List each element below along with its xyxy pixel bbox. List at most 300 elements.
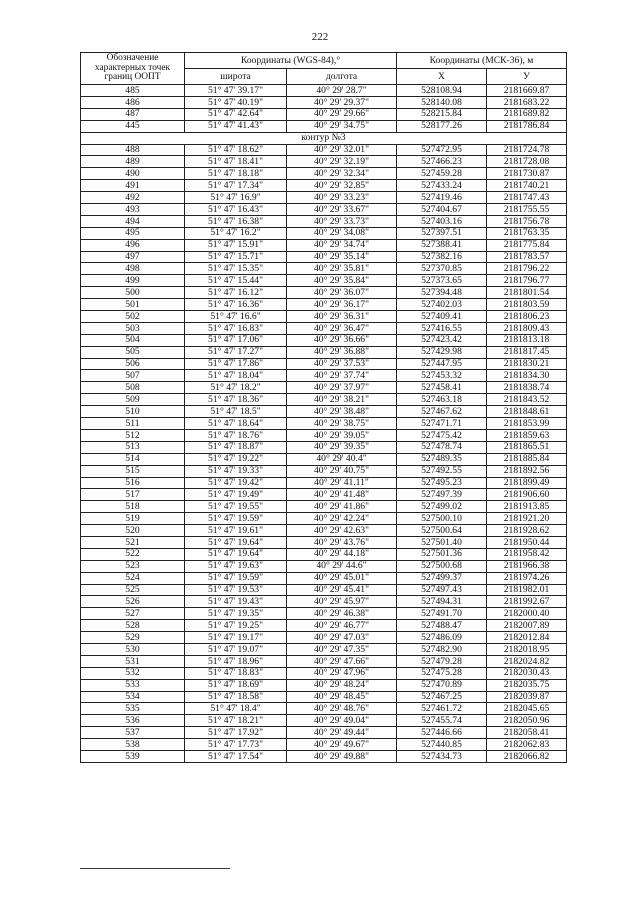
point-id-cell: 512 [81, 429, 185, 441]
point-id-cell: 486 [81, 96, 185, 108]
table-row [81, 85, 567, 97]
x-cell: 527478.74 [397, 441, 487, 453]
point-id-cell: 510 [81, 406, 185, 418]
latitude-cell: 51° 47' 39.17" [185, 85, 287, 97]
x-cell: 527467.25 [397, 691, 487, 703]
longitude-cell: 40° 29' 34.75" [287, 120, 397, 132]
point-id-cell: 487 [81, 108, 185, 120]
longitude-cell: 40° 29' 40.4" [287, 453, 397, 465]
y-cell: 2182050.96 [487, 715, 567, 727]
y-cell: 2181928.62 [487, 525, 567, 537]
y-cell: 2181838.74 [487, 382, 567, 394]
longitude-cell: 40° 29' 39.35" [287, 441, 397, 453]
latitude-cell: 51° 47' 15.35" [185, 263, 287, 275]
latitude-cell: 51° 47' 19.64" [185, 548, 287, 560]
x-cell: 527494.31 [397, 596, 487, 608]
page-number: 222 [311, 31, 329, 43]
wgs84-header: Координаты (WGS-84),° [185, 53, 397, 69]
longitude-cell: 40° 29' 48.76" [287, 703, 397, 715]
point-id-cell: 498 [81, 263, 185, 275]
longitude-cell: 40° 29' 35.81" [287, 263, 397, 275]
y-cell: 2181982.01 [487, 584, 567, 596]
longitude-cell: 40° 29' 47.66" [287, 655, 397, 667]
point-id-cell: 501 [81, 299, 185, 311]
longitude-cell: 40° 29' 49.04" [287, 715, 397, 727]
latitude-cell: 51° 47' 17.06" [185, 334, 287, 346]
table-row [81, 643, 567, 655]
point-id-cell: 525 [81, 584, 185, 596]
latitude-cell: 51° 47' 18.2" [185, 382, 287, 394]
table-row [81, 358, 567, 370]
table-row [81, 275, 567, 287]
x-cell: 528177.26 [397, 120, 487, 132]
x-cell: 527453.32 [397, 370, 487, 382]
longitude-cell: 40° 29' 32.85" [287, 180, 397, 192]
point-id-cell: 517 [81, 489, 185, 501]
point-id-cell: 493 [81, 204, 185, 216]
point-id-cell: 520 [81, 525, 185, 537]
x-cell: 527373.65 [397, 275, 487, 287]
longitude-cell: 40° 29' 44.6" [287, 560, 397, 572]
x-cell: 527403.16 [397, 215, 487, 227]
point-id-cell: 527 [81, 608, 185, 620]
latitude-cell: 51° 47' 19.33" [185, 465, 287, 477]
x-cell: 527397.51 [397, 227, 487, 239]
table-row [81, 608, 567, 620]
y-cell: 2181848.61 [487, 406, 567, 418]
y-cell: 2181817.45 [487, 346, 567, 358]
table-row [81, 192, 567, 204]
latitude-cell: 51° 47' 17.27" [185, 346, 287, 358]
longitude-cell: 40° 29' 36.07" [287, 287, 397, 299]
longitude-cell: 40° 29' 41.11" [287, 477, 397, 489]
y-cell: 2181786.84 [487, 120, 567, 132]
table-row [81, 239, 567, 251]
latitude-cell: 51° 47' 15.91" [185, 239, 287, 251]
table-row [81, 144, 567, 156]
table-row [81, 536, 567, 548]
table-row [81, 204, 567, 216]
latitude-header: широта [185, 69, 287, 85]
table-row [81, 299, 567, 311]
latitude-cell: 51° 47' 17.92" [185, 727, 287, 739]
contour-label: контур №3 [81, 132, 567, 144]
table-row [81, 750, 567, 762]
latitude-cell: 51° 47' 19.17" [185, 632, 287, 644]
y-cell: 2181958.42 [487, 548, 567, 560]
y-cell: 2182012.84 [487, 632, 567, 644]
y-cell: 2181950.44 [487, 536, 567, 548]
table-row [81, 679, 567, 691]
y-cell: 2182062.83 [487, 739, 567, 751]
y-cell: 2182024.82 [487, 655, 567, 667]
x-cell: 527501.36 [397, 548, 487, 560]
longitude-cell: 40° 29' 45.41" [287, 584, 397, 596]
x-cell: 527497.43 [397, 584, 487, 596]
table-header [81, 53, 567, 85]
x-cell: 527458.41 [397, 382, 487, 394]
latitude-cell: 51° 47' 40.19" [185, 96, 287, 108]
table-row [81, 525, 567, 537]
latitude-cell: 51° 47' 16.36" [185, 299, 287, 311]
latitude-cell: 51° 47' 19.63" [185, 560, 287, 572]
footer-rule [80, 868, 230, 869]
x-cell: 527501.40 [397, 536, 487, 548]
y-cell: 2181834.30 [487, 370, 567, 382]
table-row [81, 596, 567, 608]
coordinates-table [80, 52, 567, 763]
x-cell: 527434.73 [397, 750, 487, 762]
y-cell: 2181892.56 [487, 465, 567, 477]
longitude-cell: 40° 29' 40.75" [287, 465, 397, 477]
longitude-cell: 40° 29' 35.84" [287, 275, 397, 287]
longitude-cell: 40° 29' 37.97" [287, 382, 397, 394]
x-cell: 528215.84 [397, 108, 487, 120]
y-cell: 2181885.84 [487, 453, 567, 465]
table-row [81, 465, 567, 477]
y-cell: 2181756.78 [487, 215, 567, 227]
longitude-cell: 40° 29' 34.74" [287, 239, 397, 251]
y-cell: 2181728.08 [487, 156, 567, 168]
longitude-cell: 40° 29' 33.67" [287, 204, 397, 216]
table-row [81, 548, 567, 560]
latitude-cell: 51° 47' 19.59" [185, 513, 287, 525]
y-cell: 2181859.63 [487, 429, 567, 441]
point-id-cell: 535 [81, 703, 185, 715]
table-row [81, 251, 567, 263]
point-id-cell: 530 [81, 643, 185, 655]
x-cell: 527500.10 [397, 513, 487, 525]
x-cell: 527499.02 [397, 501, 487, 513]
table-row [81, 322, 567, 334]
latitude-cell: 51° 47' 16.38" [185, 215, 287, 227]
point-id-cell: 513 [81, 441, 185, 453]
x-cell: 527470.89 [397, 679, 487, 691]
table-row [81, 441, 567, 453]
latitude-cell: 51° 47' 42.64" [185, 108, 287, 120]
longitude-cell: 40° 29' 37.74" [287, 370, 397, 382]
longitude-cell: 40° 29' 29.66" [287, 108, 397, 120]
longitude-cell: 40° 29' 42.63" [287, 525, 397, 537]
point-id-cell: 519 [81, 513, 185, 525]
y-cell: 2181966.38 [487, 560, 567, 572]
point-id-cell: 499 [81, 275, 185, 287]
y-header: У [487, 69, 567, 85]
latitude-cell: 51° 47' 18.76" [185, 429, 287, 441]
x-cell: 527463.18 [397, 394, 487, 406]
longitude-cell: 40° 29' 44.18" [287, 548, 397, 560]
x-cell: 527499.37 [397, 572, 487, 584]
x-cell: 527475.42 [397, 429, 487, 441]
longitude-cell: 40° 29' 28.7" [287, 85, 397, 97]
point-id-cell: 494 [81, 215, 185, 227]
point-id-cell: 515 [81, 465, 185, 477]
latitude-cell: 51° 47' 19.43" [185, 596, 287, 608]
longitude-cell: 40° 29' 46.38" [287, 608, 397, 620]
latitude-cell: 51° 47' 19.59" [185, 572, 287, 584]
latitude-cell: 51° 47' 18.58" [185, 691, 287, 703]
y-cell: 2182045.65 [487, 703, 567, 715]
table-row [81, 477, 567, 489]
y-cell: 2181796.77 [487, 275, 567, 287]
x-cell: 527388.41 [397, 239, 487, 251]
longitude-cell: 40° 29' 32.01" [287, 144, 397, 156]
y-cell: 2181830.21 [487, 358, 567, 370]
point-id-cell: 511 [81, 418, 185, 430]
point-id-cell: 524 [81, 572, 185, 584]
longitude-cell: 40° 29' 48.45" [287, 691, 397, 703]
latitude-cell: 51° 47' 17.34" [185, 180, 287, 192]
table-row [81, 715, 567, 727]
latitude-cell: 51° 47' 18.64" [185, 418, 287, 430]
longitude-cell: 40° 29' 36.47" [287, 322, 397, 334]
latitude-cell: 51° 47' 18.62" [185, 144, 287, 156]
y-cell: 2181806.23 [487, 311, 567, 323]
longitude-cell: 40° 29' 49.67" [287, 739, 397, 751]
longitude-cell: 40° 29' 32.34" [287, 168, 397, 180]
latitude-cell: 51° 47' 19.25" [185, 620, 287, 632]
point-id-cell: 526 [81, 596, 185, 608]
latitude-cell: 51° 47' 19.07" [185, 643, 287, 655]
latitude-cell: 51° 47' 16.83" [185, 322, 287, 334]
y-cell: 2181801.54 [487, 287, 567, 299]
table-row [81, 370, 567, 382]
x-cell: 527370.85 [397, 263, 487, 275]
table-row [81, 156, 567, 168]
x-cell: 527489.35 [397, 453, 487, 465]
longitude-cell: 40° 29' 41.86" [287, 501, 397, 513]
x-cell: 527446.66 [397, 727, 487, 739]
longitude-cell: 40° 29' 49.88" [287, 750, 397, 762]
longitude-cell: 40° 29' 42.24" [287, 513, 397, 525]
longitude-cell: 40° 29' 49.44" [287, 727, 397, 739]
table-row [81, 429, 567, 441]
x-cell: 527455.74 [397, 715, 487, 727]
x-cell: 527447.95 [397, 358, 487, 370]
longitude-cell: 40° 29' 33.73" [287, 215, 397, 227]
x-cell: 527423.42 [397, 334, 487, 346]
x-cell: 527467.62 [397, 406, 487, 418]
x-cell: 527429.98 [397, 346, 487, 358]
longitude-cell: 40° 29' 47.96" [287, 667, 397, 679]
latitude-cell: 51° 47' 18.41" [185, 156, 287, 168]
table-row [81, 311, 567, 323]
latitude-cell: 51° 47' 19.42" [185, 477, 287, 489]
x-cell: 527433.24 [397, 180, 487, 192]
table-row [81, 513, 567, 525]
latitude-cell: 51° 47' 19.22" [185, 453, 287, 465]
point-id-cell: 509 [81, 394, 185, 406]
x-cell: 527461.72 [397, 703, 487, 715]
table-row [81, 96, 567, 108]
longitude-cell: 40° 29' 36.88" [287, 346, 397, 358]
longitude-cell: 40° 29' 36.31" [287, 311, 397, 323]
latitude-cell: 51° 47' 16.9" [185, 192, 287, 204]
point-id-cell: 505 [81, 346, 185, 358]
latitude-cell: 51° 47' 18.69" [185, 679, 287, 691]
latitude-cell: 51° 47' 16.2" [185, 227, 287, 239]
x-cell: 527416.55 [397, 322, 487, 334]
point-id-cell: 531 [81, 655, 185, 667]
y-cell: 2181974.26 [487, 572, 567, 584]
longitude-cell: 40° 29' 37.53" [287, 358, 397, 370]
table-row [81, 501, 567, 513]
x-cell: 527492.55 [397, 465, 487, 477]
y-cell: 2181669.87 [487, 85, 567, 97]
table-row [81, 632, 567, 644]
y-cell: 2182018.95 [487, 643, 567, 655]
table-row [81, 168, 567, 180]
table-row [81, 394, 567, 406]
latitude-cell: 51° 47' 19.64" [185, 536, 287, 548]
x-cell: 527466.23 [397, 156, 487, 168]
point-id-cell: 521 [81, 536, 185, 548]
table-row [81, 263, 567, 275]
x-cell: 527482.90 [397, 643, 487, 655]
point-id-cell: 503 [81, 322, 185, 334]
longitude-cell: 40° 29' 48.24" [287, 679, 397, 691]
longitude-cell: 40° 29' 29.37" [287, 96, 397, 108]
y-cell: 2181913.85 [487, 501, 567, 513]
y-cell: 2181730.87 [487, 168, 567, 180]
y-cell: 2181921.20 [487, 513, 567, 525]
point-id-cell: 518 [81, 501, 185, 513]
point-id-cell: 445 [81, 120, 185, 132]
latitude-cell: 51° 47' 16.12" [185, 287, 287, 299]
x-cell: 527459.28 [397, 168, 487, 180]
table-row [81, 406, 567, 418]
latitude-cell: 51° 47' 18.04" [185, 370, 287, 382]
longitude-header: долгота [287, 69, 397, 85]
point-id-cell: 528 [81, 620, 185, 632]
longitude-cell: 40° 29' 47.03" [287, 632, 397, 644]
table-row [81, 620, 567, 632]
y-cell: 2181865.51 [487, 441, 567, 453]
table-row [81, 287, 567, 299]
table-row [81, 346, 567, 358]
table-row [81, 180, 567, 192]
point-id-cell: 502 [81, 311, 185, 323]
x-cell: 527488.47 [397, 620, 487, 632]
latitude-cell: 51° 47' 19.55" [185, 501, 287, 513]
point-id-cell: 492 [81, 192, 185, 204]
latitude-cell: 51° 47' 19.53" [185, 584, 287, 596]
table-row [81, 418, 567, 430]
y-cell: 2181747.43 [487, 192, 567, 204]
point-id-cell: 514 [81, 453, 185, 465]
y-cell: 2182066.82 [487, 750, 567, 762]
contour-row [81, 132, 567, 144]
x-cell: 527497.39 [397, 489, 487, 501]
longitude-cell: 40° 29' 38.48" [287, 406, 397, 418]
latitude-cell: 51° 47' 18.21" [185, 715, 287, 727]
latitude-cell: 51° 47' 16.43" [185, 204, 287, 216]
point-id-cell: 488 [81, 144, 185, 156]
latitude-cell: 51° 47' 18.83" [185, 667, 287, 679]
point-id-cell: 497 [81, 251, 185, 263]
y-cell: 2181796.22 [487, 263, 567, 275]
point-id-cell: 522 [81, 548, 185, 560]
point-id-cell: 490 [81, 168, 185, 180]
longitude-cell: 40° 29' 32.19" [287, 156, 397, 168]
latitude-cell: 51° 47' 18.4" [185, 703, 287, 715]
table-row [81, 691, 567, 703]
point-id-cell: 507 [81, 370, 185, 382]
table-row [81, 572, 567, 584]
x-cell: 527409.41 [397, 311, 487, 323]
y-cell: 2181843.52 [487, 394, 567, 406]
point-id-cell: 504 [81, 334, 185, 346]
table-row [81, 739, 567, 751]
table-row [81, 215, 567, 227]
latitude-cell: 51° 47' 19.61" [185, 525, 287, 537]
x-cell: 527475.28 [397, 667, 487, 679]
point-id-cell: 537 [81, 727, 185, 739]
x-cell: 527402.03 [397, 299, 487, 311]
latitude-cell: 51° 47' 17.73" [185, 739, 287, 751]
point-id-cell: 533 [81, 679, 185, 691]
point-id-cell: 536 [81, 715, 185, 727]
y-cell: 2182035.75 [487, 679, 567, 691]
table-row [81, 560, 567, 572]
point-id-cell: 523 [81, 560, 185, 572]
latitude-cell: 51° 47' 17.54" [185, 750, 287, 762]
y-cell: 2181775.84 [487, 239, 567, 251]
point-id-cell: 534 [81, 691, 185, 703]
longitude-cell: 40° 29' 43.76" [287, 536, 397, 548]
latitude-cell: 51° 47' 19.49" [185, 489, 287, 501]
x-cell: 527495.23 [397, 477, 487, 489]
y-cell: 2182030.43 [487, 667, 567, 679]
x-cell: 527500.64 [397, 525, 487, 537]
point-id-cell: 491 [81, 180, 185, 192]
point-id-cell: 516 [81, 477, 185, 489]
table-row [81, 108, 567, 120]
latitude-cell: 51° 47' 19.35" [185, 608, 287, 620]
x-cell: 528108.94 [397, 85, 487, 97]
longitude-cell: 40° 29' 36.66" [287, 334, 397, 346]
contour-section [81, 132, 567, 144]
x-cell: 528140.08 [397, 96, 487, 108]
point-designation-header: Обозначение характерных точек границ ООПТ [81, 53, 185, 85]
y-cell: 2181853.99 [487, 418, 567, 430]
latitude-cell: 51° 47' 18.96" [185, 655, 287, 667]
point-id-cell: 500 [81, 287, 185, 299]
table-row [81, 120, 567, 132]
longitude-cell: 40° 29' 39.05" [287, 429, 397, 441]
longitude-cell: 40° 29' 46.77" [287, 620, 397, 632]
latitude-cell: 51° 47' 18.5" [185, 406, 287, 418]
y-cell: 2181992.67 [487, 596, 567, 608]
point-id-cell: 532 [81, 667, 185, 679]
latitude-cell: 51° 47' 18.18" [185, 168, 287, 180]
x-cell: 527472.95 [397, 144, 487, 156]
latitude-cell: 51° 47' 18.87" [185, 441, 287, 453]
table-row [81, 655, 567, 667]
table-row [81, 667, 567, 679]
x-cell: 527440.85 [397, 739, 487, 751]
y-cell: 2181809.43 [487, 322, 567, 334]
longitude-cell: 40° 29' 45.97" [287, 596, 397, 608]
longitude-cell: 40° 29' 45.01" [287, 572, 397, 584]
latitude-cell: 51° 47' 15.71" [185, 251, 287, 263]
y-cell: 2181803.59 [487, 299, 567, 311]
table-row [81, 489, 567, 501]
longitude-cell: 40° 29' 33.23" [287, 192, 397, 204]
x-cell: 527404.67 [397, 204, 487, 216]
table-row [81, 703, 567, 715]
x-cell: 527491.70 [397, 608, 487, 620]
